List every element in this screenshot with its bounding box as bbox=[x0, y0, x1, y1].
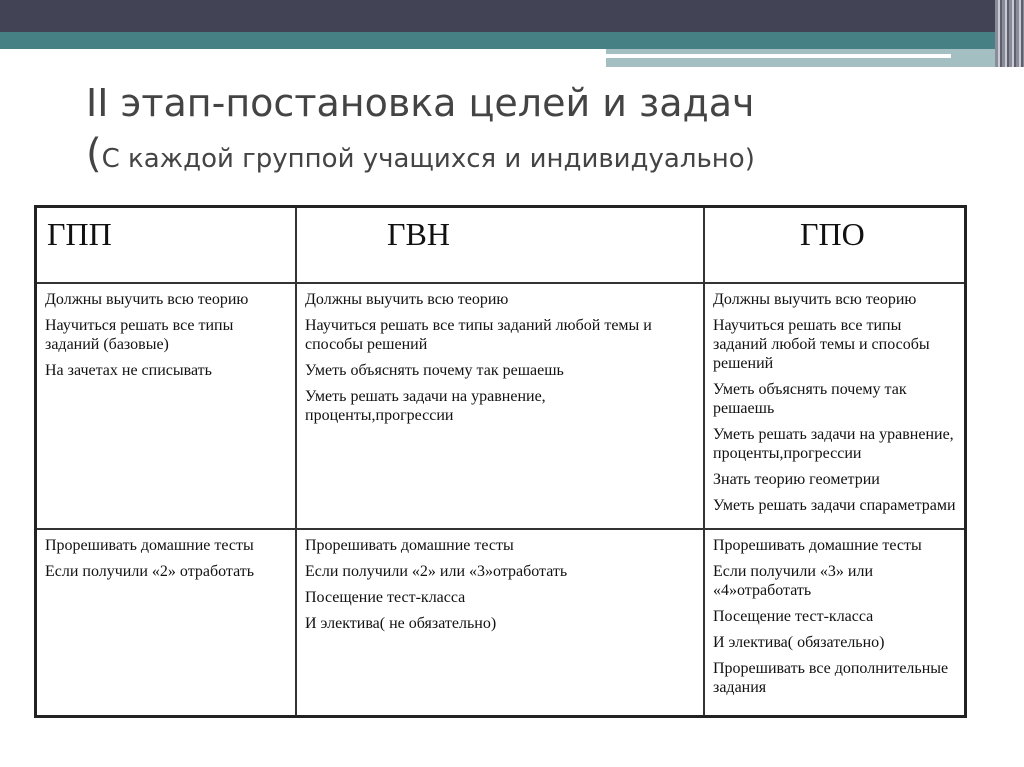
cell-item: Прорешивать все дополнительные задания bbox=[713, 660, 949, 696]
slide-title bbox=[86, 78, 755, 185]
goals-table bbox=[34, 205, 967, 718]
header-bar-light-2 bbox=[606, 58, 826, 66]
cell-item: И электива( обязательно) bbox=[713, 634, 885, 651]
cell-item: Знать теорию геометрии bbox=[713, 471, 880, 488]
header-gpp: ГПП bbox=[36, 207, 297, 284]
cell-item: Уметь решать задачи на уравнение, проценты,прогрессии bbox=[713, 426, 954, 462]
cell-item: Должны выучить всю теорию bbox=[713, 291, 917, 308]
cell-item: Научиться решать все типы заданий любой темы и способы решений bbox=[305, 317, 652, 353]
cell-r2-c2 bbox=[296, 529, 704, 717]
title-line-2 bbox=[86, 128, 755, 185]
cell-item: Уметь решать задачи спараметрами bbox=[713, 497, 956, 514]
cell-item: Если получили «2» или «3»отработать bbox=[305, 563, 568, 580]
table-header-row bbox=[36, 207, 966, 284]
header-gpo: ГПО bbox=[704, 207, 966, 284]
cell-item: Должны выучить всю теорию bbox=[305, 291, 509, 308]
table-row bbox=[36, 283, 966, 529]
cell-r1-c1 bbox=[36, 283, 297, 529]
cell-item: Если получили «2» отработать bbox=[45, 563, 255, 580]
cell-item: Прорешивать домашние тесты bbox=[45, 537, 254, 554]
cell-item: Научиться решать все типы заданий (базовые) bbox=[45, 317, 234, 353]
cell-item: Посещение тест-класса bbox=[713, 608, 874, 625]
cell-item: Прорешивать домашние тесты bbox=[713, 537, 922, 554]
cell-item: И электива( не обязательно) bbox=[305, 615, 497, 632]
title-line-1: II этап-постановка целей и задач bbox=[86, 81, 755, 125]
cell-r1-c3 bbox=[704, 283, 966, 529]
cell-item: Посещение тест-класса bbox=[305, 589, 466, 606]
header-bar-teal bbox=[0, 32, 1024, 49]
cell-item: Уметь решать задачи на уравнение, проценты,прогрессии bbox=[305, 388, 546, 424]
cell-item: Если получили «3» или «4»отработать bbox=[713, 563, 874, 599]
header-bar-dark bbox=[0, 0, 1024, 32]
cell-item: Прорешивать домашние тесты bbox=[305, 537, 514, 554]
table-row bbox=[36, 529, 966, 717]
cell-item: Должны выучить всю теорию bbox=[45, 291, 249, 308]
title-paren: ( bbox=[86, 131, 102, 177]
cell-item: Уметь объяснять почему так решаешь bbox=[713, 381, 907, 417]
title-subtitle: С каждой группой учащихся и индивидуально) bbox=[101, 144, 755, 174]
cell-r2-c3 bbox=[704, 529, 966, 717]
cell-r2-c1 bbox=[36, 529, 297, 717]
cell-item: Уметь объяснять почему так решаешь bbox=[305, 362, 564, 379]
cell-r1-c2 bbox=[296, 283, 704, 529]
cell-item: Научиться решать все типы заданий любой темы и способы решений bbox=[713, 317, 930, 372]
header-stripes bbox=[995, 0, 1024, 67]
cell-item: На зачетах не списывать bbox=[45, 362, 212, 379]
header-gvn: ГВН bbox=[296, 207, 704, 284]
